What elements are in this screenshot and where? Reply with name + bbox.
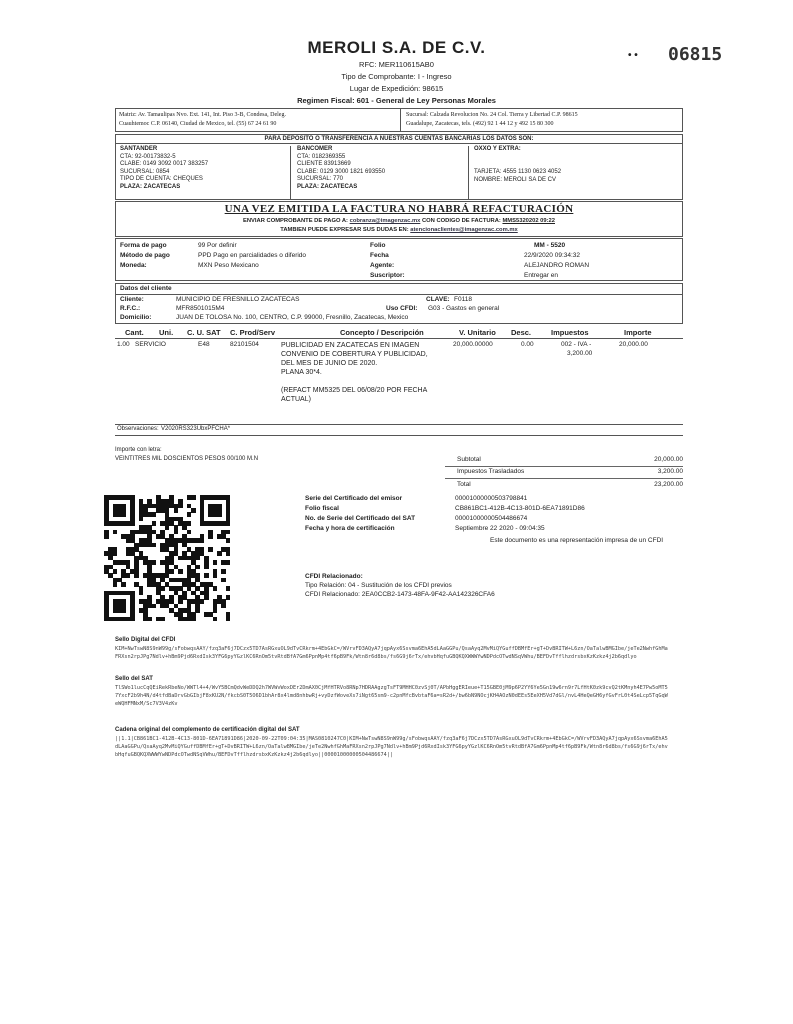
col-header: Uni. bbox=[159, 328, 174, 337]
importe-letra-value: VEINTITRES MIL DOSCIENTOS PESOS 00/100 M.N bbox=[115, 456, 259, 462]
items-header bbox=[115, 328, 683, 339]
moneda-value: MXN Peso Mexicano bbox=[198, 262, 259, 269]
folio-value: MM - 5520 bbox=[534, 242, 566, 249]
serie-sat-label: No. de Serie del Certificado del SAT bbox=[305, 515, 416, 522]
clave-label: CLAVE: bbox=[426, 296, 450, 303]
oxxo-line: NOMBRE: MEROLI SA DE CV bbox=[474, 176, 557, 183]
qr-module bbox=[178, 504, 183, 509]
col-header: C. Prod/Serv bbox=[230, 328, 276, 337]
qr-module bbox=[160, 617, 165, 622]
notice-line-2 bbox=[116, 227, 682, 233]
moneda-label: Moneda: bbox=[120, 262, 147, 269]
item-uni: SERVICIO bbox=[135, 341, 166, 348]
oxxo-line: OXXO Y EXTRA: bbox=[474, 146, 521, 152]
qr-module bbox=[221, 578, 226, 583]
qr-module bbox=[208, 547, 213, 552]
qr-module bbox=[226, 617, 231, 622]
serie-emisor-label: Serie del Certificado del emisor bbox=[305, 495, 403, 502]
qr-module bbox=[204, 565, 209, 570]
qr-module bbox=[152, 543, 157, 548]
domicilio-label: Domicilio: bbox=[120, 314, 152, 321]
suscriptor-label: Suscriptor: bbox=[370, 272, 405, 279]
qr-module bbox=[178, 569, 183, 574]
qr-module bbox=[113, 569, 118, 574]
qr-module bbox=[226, 530, 231, 535]
description-line: PUBLICIDAD EN ZACATECAS EN IMAGEN bbox=[281, 342, 420, 349]
qr-module bbox=[147, 617, 152, 622]
fecha-cert-value: Septiembre 22 2020 - 09:04:35 bbox=[455, 525, 545, 532]
cfdi-relacionado-heading: CFDI Relacionado: bbox=[305, 573, 363, 580]
invoice-details-box bbox=[115, 238, 683, 281]
cadena-original-value: ||1.1|CB861BC1-412B-4C13-801D-6EA71891D86|2020-09-22T09:04:35|MAS0810247C0|KIM+NwTswN8S9nW99g/sFobwqsAAY/fzq3aF6j7DCzx5TD7AsRGxuOL9dTvCRkrm+4EbGkC=/WVrvFD3AQyA7jqpAyx6Ssvma6EhA5dLAaGGPu/QsaAyq2MvMiQYGuffDBMfEr+gT+DvBRITW+L6zn/OaTalwBMGIbe/jeTe2NwhfGhMaFRXsn2rpJPg7Ndlv+hBm9Pjd6RxdIsk3YFG6pyYGzlKC6RnOm5tvRtdBfA7Gm6PpnMp4tf6pB9Fk/Wtn8r6d8bs/fs6G9j6rTx/ehvbHqfuGBQKQXWWWYwNDPdcOTwdNSqVWhu/BEFDvTfflhzdrsbxKzKzkz4j2b6qdlyo||00001000000504486674|| bbox=[115, 736, 668, 758]
santander-line: PLAZA: ZACATECAS bbox=[120, 183, 181, 190]
sello-sat-label: Sello del SAT bbox=[115, 676, 153, 682]
qr-module bbox=[221, 604, 226, 609]
agente-value: ALEJANDRO ROMAN bbox=[524, 262, 590, 269]
bancomer-line: SUCURSAL: 770 bbox=[297, 176, 344, 182]
item-tax-amount: 3,200.00 bbox=[567, 350, 593, 357]
company-name: MEROLI S.A. DE C.V. bbox=[307, 38, 486, 57]
notice-line-2-prefix: TAMBIEN PUEDE EXPRESAR SUS DUDAS EN: bbox=[280, 227, 411, 233]
serie-emisor-value: 00001000000503798841 bbox=[455, 495, 528, 502]
qr-module bbox=[152, 560, 157, 565]
totals-box bbox=[445, 456, 683, 491]
agente-label: Agente: bbox=[370, 262, 395, 269]
printed-folio-number: 06815 bbox=[668, 44, 723, 65]
cadena-original-label: Cadena original del complemento de certificación digital del SAT bbox=[115, 727, 300, 733]
clave-value: F0118 bbox=[454, 296, 472, 303]
uso-cfdi-value: G03 - Gastos en general bbox=[428, 305, 500, 312]
item-importe: 20,000.00 bbox=[619, 341, 648, 348]
fecha-cert-label: Fecha y hora de certificación bbox=[305, 525, 395, 532]
qr-module bbox=[139, 517, 144, 522]
bancomer-line: CLABE: 0129 3000 1821 693550 bbox=[297, 168, 386, 175]
qr-module bbox=[165, 525, 170, 530]
totals-divider bbox=[445, 466, 683, 467]
col-header: V. Unitario bbox=[459, 328, 496, 337]
qr-module bbox=[187, 512, 192, 517]
notice-line-1-prefix: ENVIAR COMPROBANTE DE PAGO A: bbox=[243, 218, 350, 224]
qr-module bbox=[187, 530, 192, 535]
folio-dots: • • bbox=[628, 50, 638, 61]
uso-cfdi-label: Uso CFDI: bbox=[386, 305, 418, 312]
qr-module bbox=[174, 508, 179, 513]
notice-line-1 bbox=[116, 218, 682, 224]
subtotal-value: 20,000.00 bbox=[654, 456, 683, 463]
fecha-label: Fecha bbox=[370, 252, 389, 259]
qr-module bbox=[226, 586, 231, 591]
qr-module bbox=[213, 617, 218, 622]
santander-block bbox=[120, 146, 290, 191]
client-divider bbox=[116, 294, 682, 295]
qr-module bbox=[134, 573, 139, 578]
sello-cfdi-value: KIM+NwTswN8S9nW99g/sFobwqsAAY/fzq3aF6j7DCzx5TD7AsRGxuOL9dTvCRkrm+4EbGkC=/WVrvFD3AQyA7jqpAyx6Ssvma6EhA5dLAaGGPu/QsaAyq2MvMiQYGuffDBMfEr+gT+DvBRITW+L6zn/OaTalwBMGIbe/jeTe2NwhfGhMaFRXsn2rpJPg7Ndlv+hBm9Pjd6RxdIsk3YFG6pyYGzlKC6RnOm5tvRtdBfA7Gm6PpnMp4tf6pB9Fk/Wtn8r6d8bs/fs6G9j6rTx/ehvbHqfuGBQKQXWWWYwNDPdcOTwdNSqVWhu/BEFDvTfflhzdrsbxKzKzkz4j2b6qdlyo bbox=[115, 646, 668, 660]
qr-module bbox=[213, 586, 218, 591]
col-header: Importe bbox=[624, 328, 652, 337]
qr-module bbox=[200, 538, 205, 543]
rfc-label: R.F.C.: bbox=[120, 305, 141, 312]
forma-pago-value: 99 Por definir bbox=[198, 242, 237, 249]
santander-line: SANTANDER bbox=[120, 146, 158, 152]
qr-module bbox=[130, 521, 135, 526]
client-heading: Datos del cliente bbox=[120, 285, 172, 292]
qr-module bbox=[213, 573, 218, 578]
bancomer-block bbox=[297, 146, 477, 191]
col-header: Concepto / Descripción bbox=[340, 328, 424, 337]
item-cant: 1.00 bbox=[117, 341, 130, 348]
item-unit-value: 20,000.00000 bbox=[453, 341, 493, 348]
sello-sat-value: TlSWo1lucCqQEiRekRbeNo/WWTl4+4/WvY5BCmQdvWeDDQ2h7WVWvWoxDEr2DmAX0CjMfHTRVo8RNp7HDRAAgzgTsFT9MHHC0zvSj0T/APbHggERIeue+T15GBE0jM9p6P2YY6Ye5Gn19w6rn9r7LfHtK0zk9cvQ2tKMnyh4E7Pw5oMT57YxcF2b9h4N/d4tfdBaDrvGbGIbjF8xKU2N/fkcbS0T5O6D1bhAr8x4lmd8nhbwRj+vyDzfWoveXs7iNgt65sm9-c2pnMfcBvbtaF6a=sR2d+/bw6bN9NOcjKH4AOzN0dEEs5EeXH5Vd7dGl/nvL4HeQeGH6yfGvFrL0t4SeLcp5TqGqWeWQHFMNxM/Sc7V3V4zKv bbox=[115, 685, 668, 707]
qr-module bbox=[195, 565, 200, 570]
qr-module bbox=[113, 530, 118, 535]
total-label: Total bbox=[457, 481, 471, 488]
qr-module bbox=[169, 569, 174, 574]
rfc-value: MFR8501015M4 bbox=[176, 305, 225, 312]
qr-module bbox=[217, 512, 222, 517]
cfdi-relacionado-uuid: CFDI Relacionado: 2EA0CCB2-1473-48FA-9F42-AA142326CFA6 bbox=[305, 591, 495, 598]
col-header: Desc. bbox=[511, 328, 532, 337]
qr-module bbox=[121, 608, 126, 613]
representacion-text: Este documento es una representación impresa de un CFDI bbox=[490, 537, 664, 544]
notice-line-1-mid: CON CODIGO DE FACTURA: bbox=[420, 218, 503, 224]
description-line: DEL MES DE JUNIO DE 2020. bbox=[281, 360, 378, 367]
item-prod-serv: 82101504 bbox=[230, 341, 259, 348]
total-value: 23,200.00 bbox=[654, 481, 683, 488]
oxxo-line: TARJETA: 4555 1130 0623 4052 bbox=[474, 169, 562, 175]
client-box bbox=[115, 283, 683, 324]
qr-module bbox=[104, 534, 109, 539]
qr-module bbox=[226, 595, 231, 600]
qr-module bbox=[226, 538, 231, 543]
description-line: (REFACT MM5325 DEL 06/08/20 POR FECHA bbox=[281, 387, 428, 394]
qr-module bbox=[204, 573, 209, 578]
qr-module bbox=[121, 512, 126, 517]
forma-pago-label: Forma de pago bbox=[120, 242, 167, 249]
sucursal-line-2: Guadalupe, Zacatecas, tels. (492) 92 1 44 12 y 492 15 80 300 bbox=[406, 121, 554, 127]
bancomer-line: CTA: 0182369355 bbox=[297, 153, 346, 160]
col-header: C. U. SAT bbox=[187, 328, 221, 337]
bank-accounts-box bbox=[115, 134, 683, 200]
qr-module bbox=[152, 512, 157, 517]
item-discount: 0.00 bbox=[521, 341, 534, 348]
folio-fiscal-value: CB861BC1-412B-4C13-801D-6EA71891D86 bbox=[455, 505, 585, 512]
observaciones-value: V2020RS323UbxPFCHA* bbox=[161, 426, 231, 432]
impuestos-label: Impuestos Trasladados bbox=[457, 468, 525, 475]
bancomer-line: PLAZA: ZACATECAS bbox=[297, 183, 358, 190]
certificate-box bbox=[305, 495, 683, 567]
qr-module bbox=[191, 508, 196, 513]
qr-module bbox=[113, 582, 118, 587]
matriz-line-2: Cuauhtemoc C.P. 06140, Ciudad de Mexico, tel. (55) 67 24 61 90 bbox=[119, 121, 277, 127]
atencion-email-link[interactable]: atencionaclientes@imagenzac.com.mx bbox=[410, 227, 518, 233]
cliente-value: MUNICIPIO DE FRESNILLO ZACATECAS bbox=[176, 296, 300, 303]
item-cu-sat: E48 bbox=[198, 341, 210, 348]
qr-module bbox=[195, 608, 200, 613]
folio-label: Folio bbox=[370, 242, 386, 249]
importe-letra-label: Importe con letra: bbox=[115, 447, 162, 453]
notice-headline: UNA VEZ EMITIDA LA FACTURA NO HABRÁ REFACTURACIÓN bbox=[224, 203, 574, 215]
qr-module bbox=[226, 521, 231, 526]
cliente-label: Cliente: bbox=[120, 296, 144, 303]
santander-line: CLABE: 0149 3092 0017 383257 bbox=[120, 161, 209, 167]
bancomer-line: CLIENTE 83913669 bbox=[297, 161, 351, 167]
impuestos-value: 3,200.00 bbox=[657, 468, 683, 475]
qr-module bbox=[213, 560, 218, 565]
santander-line: CTA: 92-00173832-5 bbox=[120, 153, 176, 160]
qr-module bbox=[152, 521, 157, 526]
qr-module bbox=[152, 604, 157, 609]
suscriptor-value: Entregar en bbox=[524, 272, 558, 279]
description-line bbox=[281, 377, 451, 386]
table-row bbox=[115, 341, 683, 419]
col-header: Impuestos bbox=[551, 328, 589, 337]
subtotal-label: Subtotal bbox=[457, 456, 481, 463]
santander-line: TIPO DE CUENTA: CHEQUES bbox=[120, 176, 203, 182]
sello-cfdi-label: Sello Digital del CFDI bbox=[115, 637, 176, 643]
oxxo-block bbox=[474, 146, 674, 184]
folio-fiscal-label: Folio fiscal bbox=[305, 505, 339, 512]
qr-module bbox=[200, 599, 205, 604]
bank-divider bbox=[290, 146, 291, 199]
item-description bbox=[281, 341, 451, 404]
qr-module bbox=[187, 521, 192, 526]
col-header: Cant. bbox=[125, 328, 144, 337]
description-line: ACTUAL) bbox=[281, 396, 311, 403]
address-block bbox=[115, 108, 683, 132]
qr-module bbox=[204, 595, 209, 600]
qr-module bbox=[139, 591, 144, 596]
qr-module bbox=[191, 495, 196, 500]
qr-module bbox=[113, 551, 118, 556]
lugar-expedicion: Lugar de Expedición: 98615 bbox=[349, 84, 444, 93]
qr-module bbox=[226, 551, 231, 556]
qr-module bbox=[130, 617, 135, 622]
fecha-value: 22/9/2020 09:34:32 bbox=[524, 252, 581, 259]
qr-module bbox=[126, 573, 131, 578]
cobranza-email-link[interactable]: cobranza@imagenzac.mx bbox=[349, 218, 421, 224]
refacturacion-notice bbox=[115, 201, 683, 237]
sucursal-line-1: Sucursal: Calzada Revolucion No. 24 Col. Tierra y Libertad C.P. 98615 bbox=[406, 112, 578, 118]
metodo-pago-label: Método de pago bbox=[120, 252, 170, 259]
qr-module bbox=[221, 569, 226, 574]
qr-module bbox=[174, 530, 179, 535]
qr-module bbox=[191, 617, 196, 622]
matriz-line-1: Matriz: Av. Tamaulipas Nvo. Ext. 141, Int. Piso 3-B, Condesa, Deleg. bbox=[119, 112, 286, 118]
totals-divider bbox=[445, 478, 683, 479]
qr-module bbox=[160, 586, 165, 591]
invoice-code: MMS5320202 09:22 bbox=[502, 218, 555, 224]
company-rfc: RFC: MER110615AB0 bbox=[359, 60, 434, 69]
description-line: PLANA 30*4. bbox=[281, 369, 322, 376]
comprobante-type: Tipo de Comprobante: I - Ingreso bbox=[341, 72, 452, 81]
domicilio-value: JUAN DE TOLOSA No. 100, CENTRO, C.P. 99000, Fresnillo, Zacatecas, Mexico bbox=[176, 314, 409, 321]
qr-module bbox=[121, 582, 126, 587]
metodo-pago-value: PPD Pago en parcialidades o diferido bbox=[198, 252, 307, 259]
qr-module bbox=[208, 534, 213, 539]
qr-module bbox=[226, 560, 231, 565]
description-line: CONVENIO DE COBERTURA Y PUBLICIDAD, bbox=[281, 351, 428, 358]
observaciones-label: Observaciones: bbox=[117, 426, 159, 432]
address-divider bbox=[400, 109, 401, 131]
qr-module bbox=[178, 599, 183, 604]
observaciones-row bbox=[115, 424, 683, 436]
item-tax-type: 002 - IVA - bbox=[561, 341, 592, 348]
tipo-relacion: Tipo Relación: 04 - Sustitución de los CFDI previos bbox=[305, 582, 452, 589]
serie-sat-value: 00001000000504486674 bbox=[455, 515, 528, 522]
qr-module bbox=[213, 608, 218, 613]
qr-module bbox=[217, 551, 222, 556]
bank-divider bbox=[468, 146, 469, 199]
bank-heading: PARA DEPOSITO O TRANSFERENCIA A NUESTRAS CUENTAS BANCARIAS LOS DATOS SON: bbox=[116, 136, 682, 144]
santander-line: SUCURSAL: 0854 bbox=[120, 168, 170, 175]
cfdi-qr-code bbox=[104, 495, 230, 621]
qr-module bbox=[195, 556, 200, 561]
oxxo-line bbox=[474, 154, 674, 162]
bancomer-line: BANCOMER bbox=[297, 146, 333, 152]
regimen-fiscal: Regimen Fiscal: 601 - General de Ley Personas Morales bbox=[297, 96, 496, 105]
